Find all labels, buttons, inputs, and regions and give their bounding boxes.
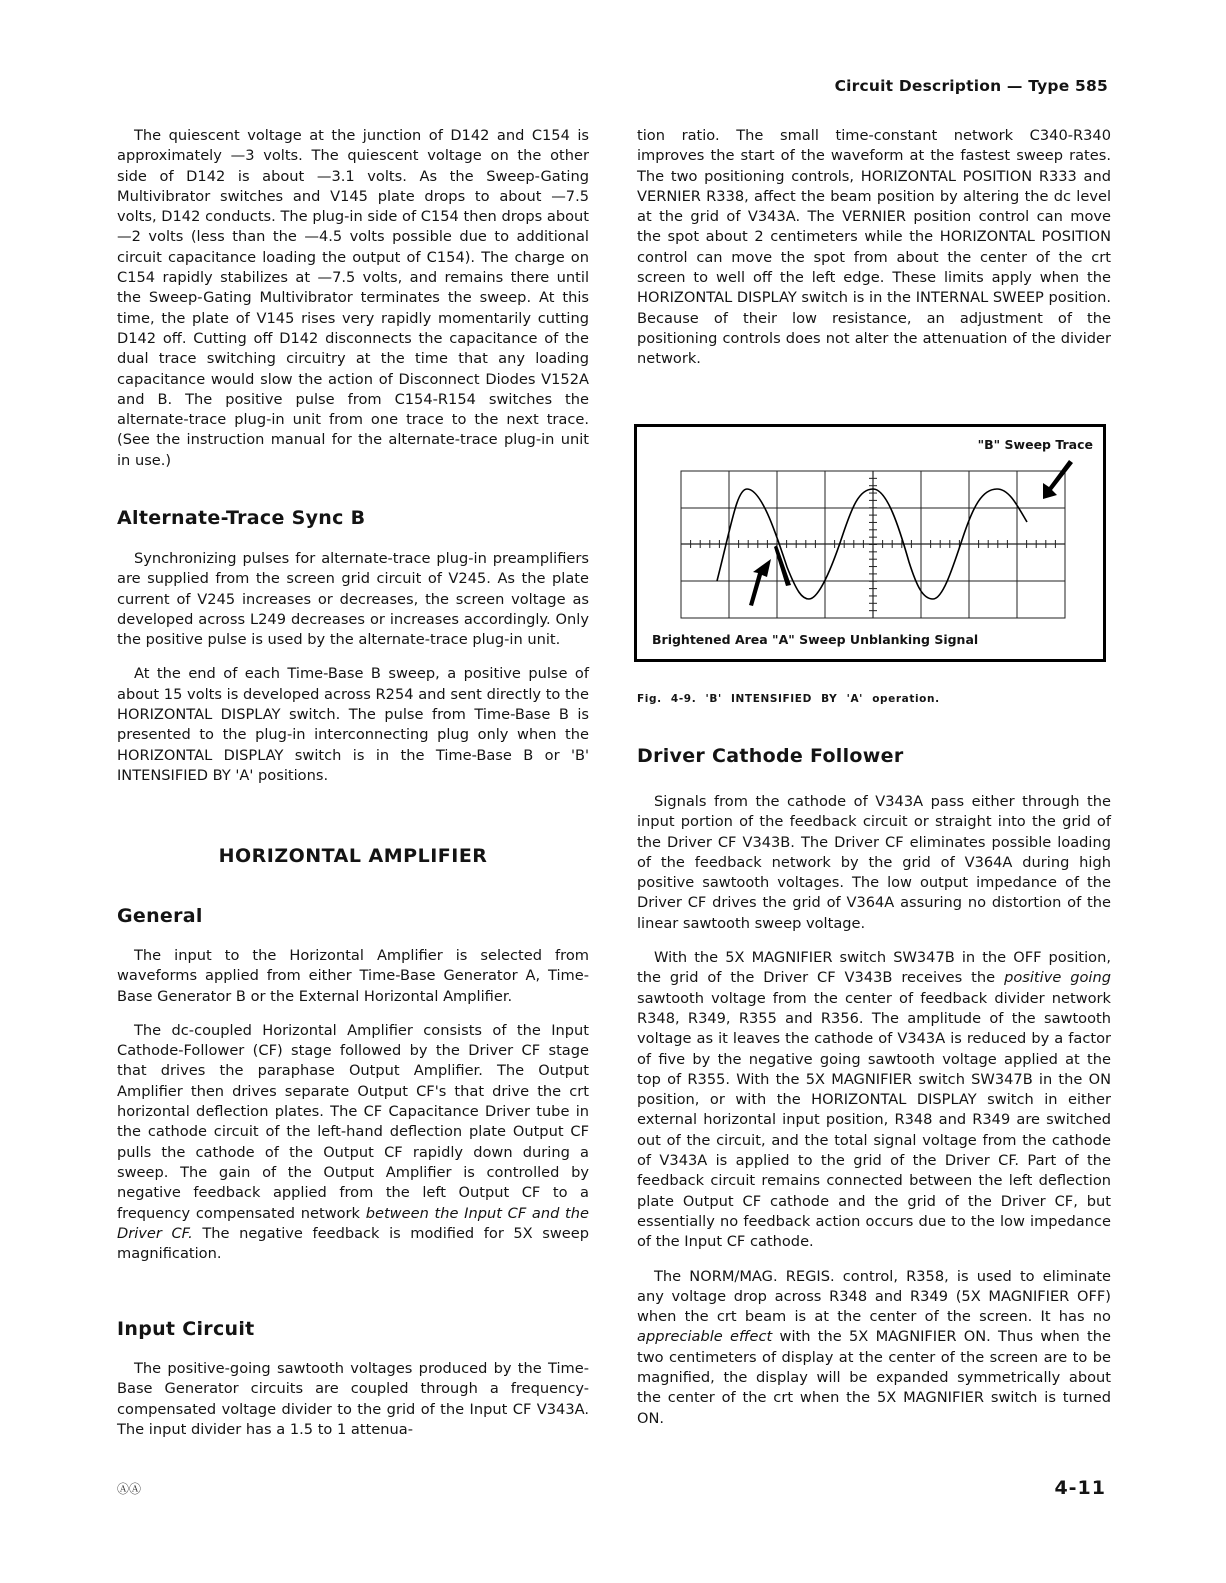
text-span: The dc-coupled Horizontal Amplifier consists of the Input Cathode-Follower (CF) stage followed by the Driver CF stage that drives the paraphase Output Amplifier. The Output Amplifier then drives separate Output CF's that drive the crt horizontal deflection plates. The CF Capacitance Driver tube in the cathode circuit of the left-hand deflection plate Output CF pulls the cathode of the Output CF rapidly down during a sweep. The gain of the Output Amplifier is controlled by negative feedback applied from the left Output CF to a frequency compensated network	[117, 1021, 589, 1222]
paragraph-dc-coupled	[117, 1021, 589, 1265]
text-span: The NORM/MAG. REGIS. control, R358, is used to eliminate any voltage drop across R348 and R349 (5X MAGNIFIER OFF) when the crt beam is at the center of the screen. It has no	[637, 1267, 1111, 1326]
paragraph-input-selection: The input to the Horizontal Amplifier is selected from waveforms applied from either Time-Base Generator A, Time-Base Generator B or the External Horizontal Amplifier.	[117, 947, 589, 1005]
heading-alternate-trace-sync: Alternate-Trace Sync B	[117, 507, 366, 529]
left-column-general	[117, 946, 589, 1276]
paragraph-sync-pulses: Synchronizing pulses for alternate-trace plug-in preamplifiers are supplied from the screen grid circuit of V245. As the plate current of V245 increases or decreases, the screen voltage as developed across L249 decreases or increases accordingly. Only the positive pulse is used by the alternate-trace plug-in unit.	[117, 550, 589, 649]
text-span: with the 5X MAGNIFIER ON. Thus when the two centimeters of display at the center of the screen are to be magnified, the display will be expanded symmetrically about the center of the crt when the 5X MAGNIFIER switch is turned ON.	[637, 1328, 1111, 1427]
figure-label-brightened-area: Brightened Area "A" Sweep Unblanking Signal	[652, 632, 979, 647]
arrow-b-sweep-trace-icon	[1043, 460, 1073, 499]
figure-caption: Fig. 4-9. 'B' INTENSIFIED BY 'A' operation.	[637, 693, 940, 705]
figure-b-intensified	[634, 424, 1106, 662]
heading-general: General	[117, 905, 203, 927]
heading-input-circuit: Input Circuit	[117, 1318, 255, 1340]
paragraph-norm-mag-regis	[637, 1267, 1111, 1429]
figure-label-b-sweep-trace: "B" Sweep Trace	[977, 437, 1093, 452]
page-header: Circuit Description — Type 585	[834, 77, 1108, 95]
right-column	[637, 126, 1111, 382]
text-span-italic: between the Input CF and the Driver CF.	[117, 1204, 590, 1242]
right-column-driver	[637, 792, 1111, 1441]
text-span-italic: appreciable effect	[637, 1328, 773, 1346]
page-number: 4-11	[1054, 1477, 1106, 1499]
oscilloscope-graticule	[637, 427, 1103, 659]
paragraph-positive-going: The positive-going sawtooth voltages produced by the Time-Base Generator circuits are coupled through a frequency-compensated voltage divider to the grid of the Input CF V343A. The input divider has a 1.5 to 1 attenua-	[117, 1360, 589, 1438]
arrow-brightened-area-icon	[749, 559, 771, 606]
paragraph-5x-magnifier	[637, 948, 1111, 1252]
left-column-sync	[117, 549, 589, 798]
left-column	[117, 126, 589, 483]
heading-driver-cathode-follower: Driver Cathode Follower	[637, 745, 904, 767]
text-span: The negative feedback is modified for 5X sweep magnification.	[117, 1224, 589, 1263]
text-span: sawtooth voltage from the center of feedback divider network R348, R349, R355 and R356. The amplitude of the sawtooth voltage as it leaves the cathode of V343A is reduced by a factor of five by the negative going sawtooth voltage applied at the top of R355. With the 5X MAGNIFIER switch SW347B in the ON position, or with the HORIZONTAL DISPLAY switch in either external horizontal input position, R348 and R349 are switched out of the circuit, and the total signal voltage from the cathode of V343A is applied to the grid of the Driver CF. Part of the feedback circuit remains connected between the left deflection plate Output CF cathode and the grid of the Driver CF, but essentially no feedback action occurs due to the low impedance of the Input CF cathode.	[637, 989, 1111, 1251]
paragraph-quiescent-voltage: The quiescent voltage at the junction of D142 and C154 is approximately —3 volts. The quiescent voltage on the other side of D142 is about —3.1 volts. As the Sweep-Gating Multivibrator switches and V145 plate drops to about —7.5 volts, D142 conducts. The plug-in side of C154 then drops about —2 volts (less than the —4.5 volts possible due to additional circuit capacitance loading the output of C154). The charge on C154 rapidly stabilizes at —7.5 volts, and remains there until the Sweep-Gating Multivibrator terminates the sweep. At this time, the plate of V145 rises very rapidly momentarily cutting D142 off. Cutting off D142 disconnects the capacitance of the dual trace switching circuitry at the time that any loading capacitance would slow the action of Disconnect Diodes V152A and B. The positive pulse from C154-R154 switches the alternate-trace plug-in unit from one trace to the next trace. (See the instruction manual for the alternate-trace plug-in unit in use.)	[117, 127, 589, 469]
left-column-input	[117, 1359, 589, 1452]
paragraph-attenuation-ratio: tion ratio. The small time-constant network C340-R340 improves the start of the waveform at the fastest sweep rates. The two positioning controls, HORIZONTAL POSITION R333 and VERNIER R338, affect the beam position by altering the dc level at the grid of V343A. The VERNIER position control can move the spot about 2 centimeters while the HORIZONTAL POSITION control can move the spot from about the center of the crt screen to well off the left edge. These limits apply when the HORIZONTAL DISPLAY switch is in the INTERNAL SWEEP position. Because of their low resistance, an adjustment of the positioning controls does not alter the attenuation of the divider network.	[637, 127, 1111, 368]
publisher-mark: ⒶⒶ	[117, 1482, 142, 1496]
text-span-italic: positive going	[1004, 969, 1111, 987]
paragraph-signals-from-cathode: Signals from the cathode of V343A pass either through the input portion of the feedback circuit or straight into the grid of the Driver CF V343B. The Driver CF eliminates possible loading of the feedback network by the grid of V364A during high positive sawtooth voltages. The low output impedance of the Driver CF drives the grid of V364A assuring no distortion of the linear sawtooth sweep voltage.	[637, 793, 1111, 932]
text-span: With the 5X MAGNIFIER switch SW347B in the OFF position, the grid of the Driver CF V343B receives the	[637, 949, 1111, 987]
heading-horizontal-amplifier: HORIZONTAL AMPLIFIER	[218, 845, 488, 867]
paragraph-end-of-sweep: At the end of each Time-Base B sweep, a positive pulse of about 15 volts is developed across R254 and sent directly to the HORIZONTAL DISPLAY switch. The pulse from Time-Base B is presented to the plug-in interconnecting plug only when the HORIZONTAL DISPLAY switch is in the Time-Base B or 'B' INTENSIFIED BY 'A' positions.	[117, 665, 589, 784]
